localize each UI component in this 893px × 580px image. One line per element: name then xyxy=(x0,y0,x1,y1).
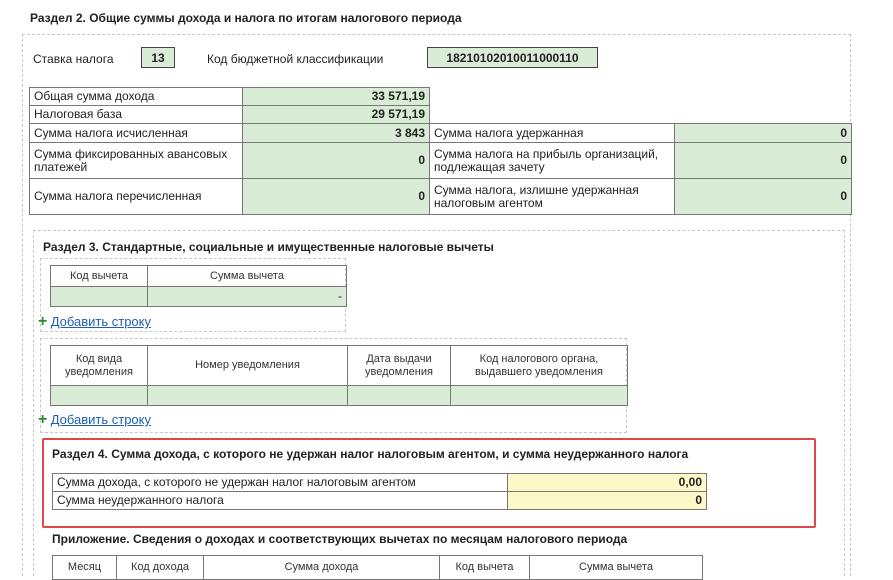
deduction-code-header: Код вычета xyxy=(51,266,148,287)
tax-withheld-label: Сумма налога удержанная xyxy=(430,124,675,143)
unwithheld-income-value[interactable]: 0,00 xyxy=(508,474,707,492)
tax-calculated-label: Сумма налога исчисленная xyxy=(30,124,243,143)
unwithheld-income-label: Сумма дохода, с которого не удержан налог налоговым агентом xyxy=(53,474,508,492)
tax-transferred-label: Сумма налога перечисленная xyxy=(30,179,243,215)
notices-table xyxy=(50,345,628,406)
appendix-title: Приложение. Сведения о доходах и соответствующих вычетах по месяцам налогового периода xyxy=(52,532,628,546)
income-code-header: Код дохода xyxy=(117,556,204,580)
table-row xyxy=(30,106,852,124)
month-header: Месяц xyxy=(53,556,117,580)
deduction-code-header: Код вычета xyxy=(440,556,530,580)
tax-withheld-value[interactable]: 0 xyxy=(675,124,852,143)
unwithheld-tax-value[interactable]: 0 xyxy=(508,492,707,510)
table-row xyxy=(53,492,707,510)
notice-date-header: Дата выдачи уведомления xyxy=(348,346,451,386)
fixed-advance-label: Сумма фиксированных авансовых платежей xyxy=(30,143,243,179)
table-row xyxy=(51,287,347,307)
add-deduction-row-link[interactable]: Добавить строку xyxy=(50,314,151,329)
tax-rate-field[interactable]: 13 xyxy=(141,47,175,68)
fixed-advance-value[interactable]: 0 xyxy=(243,143,430,179)
deduction-sum-cell[interactable]: - xyxy=(148,287,347,307)
unwithheld-tax-label: Сумма неудержанного налога xyxy=(53,492,508,510)
notice-number-header: Номер уведомления xyxy=(148,346,348,386)
kbk-field[interactable]: 18210102010011000110 xyxy=(427,47,598,68)
notice-number-cell[interactable] xyxy=(148,386,348,406)
kbk-label: Код бюджетной классификации xyxy=(207,52,384,66)
plus-icon: + xyxy=(38,313,48,330)
add-notice-row[interactable] xyxy=(38,411,151,429)
notice-type-header: Код вида уведомления xyxy=(51,346,148,386)
table-row xyxy=(51,386,628,406)
table-row xyxy=(30,179,852,215)
add-notice-row-link[interactable]: Добавить строку xyxy=(50,412,151,427)
tax-base-label: Налоговая база xyxy=(30,106,243,124)
table-row xyxy=(30,143,852,179)
section4-title: Раздел 4. Сумма дохода, с которого не удержан налог налоговым агентом, и сумма неудержанного налога xyxy=(52,447,689,461)
deduction-sum-header: Сумма вычета xyxy=(530,556,703,580)
appendix-table xyxy=(52,555,703,580)
table-row xyxy=(51,346,628,386)
notice-authority-cell[interactable] xyxy=(451,386,628,406)
deduction-code-cell[interactable] xyxy=(51,287,148,307)
profit-tax-offset-label: Сумма налога на прибыль организаций, подлежащая зачету xyxy=(430,143,675,179)
deduction-sum-header: Сумма вычета xyxy=(148,266,347,287)
notice-authority-header: Код налогового органа, выдавшего уведомления xyxy=(451,346,628,386)
total-income-label: Общая сумма дохода xyxy=(30,88,243,106)
tax-overwithheld-label: Сумма налога, излишне удержанная налоговым агентом xyxy=(430,179,675,215)
tax-transferred-value[interactable]: 0 xyxy=(243,179,430,215)
deductions-table xyxy=(50,265,347,307)
add-deduction-row[interactable] xyxy=(38,313,151,331)
section2-title: Раздел 2. Общие суммы дохода и налога по итогам налогового периода xyxy=(30,11,462,25)
table-row xyxy=(30,124,852,143)
total-income-value[interactable]: 33 571,19 xyxy=(243,88,430,106)
section2-table xyxy=(29,87,852,215)
tax-overwithheld-value[interactable]: 0 xyxy=(675,179,852,215)
section3-title: Раздел 3. Стандартные, социальные и имущественные налоговые вычеты xyxy=(43,240,494,254)
plus-icon: + xyxy=(38,411,48,428)
table-row xyxy=(30,88,852,106)
tax-rate-label: Ставка налога xyxy=(33,52,114,66)
income-sum-header: Сумма дохода xyxy=(204,556,440,580)
profit-tax-offset-value[interactable]: 0 xyxy=(675,143,852,179)
table-row xyxy=(53,474,707,492)
section4-table xyxy=(52,473,707,510)
notice-type-cell[interactable] xyxy=(51,386,148,406)
tax-base-value[interactable]: 29 571,19 xyxy=(243,106,430,124)
notice-date-cell[interactable] xyxy=(348,386,451,406)
table-row xyxy=(51,266,347,287)
tax-calculated-value[interactable]: 3 843 xyxy=(243,124,430,143)
